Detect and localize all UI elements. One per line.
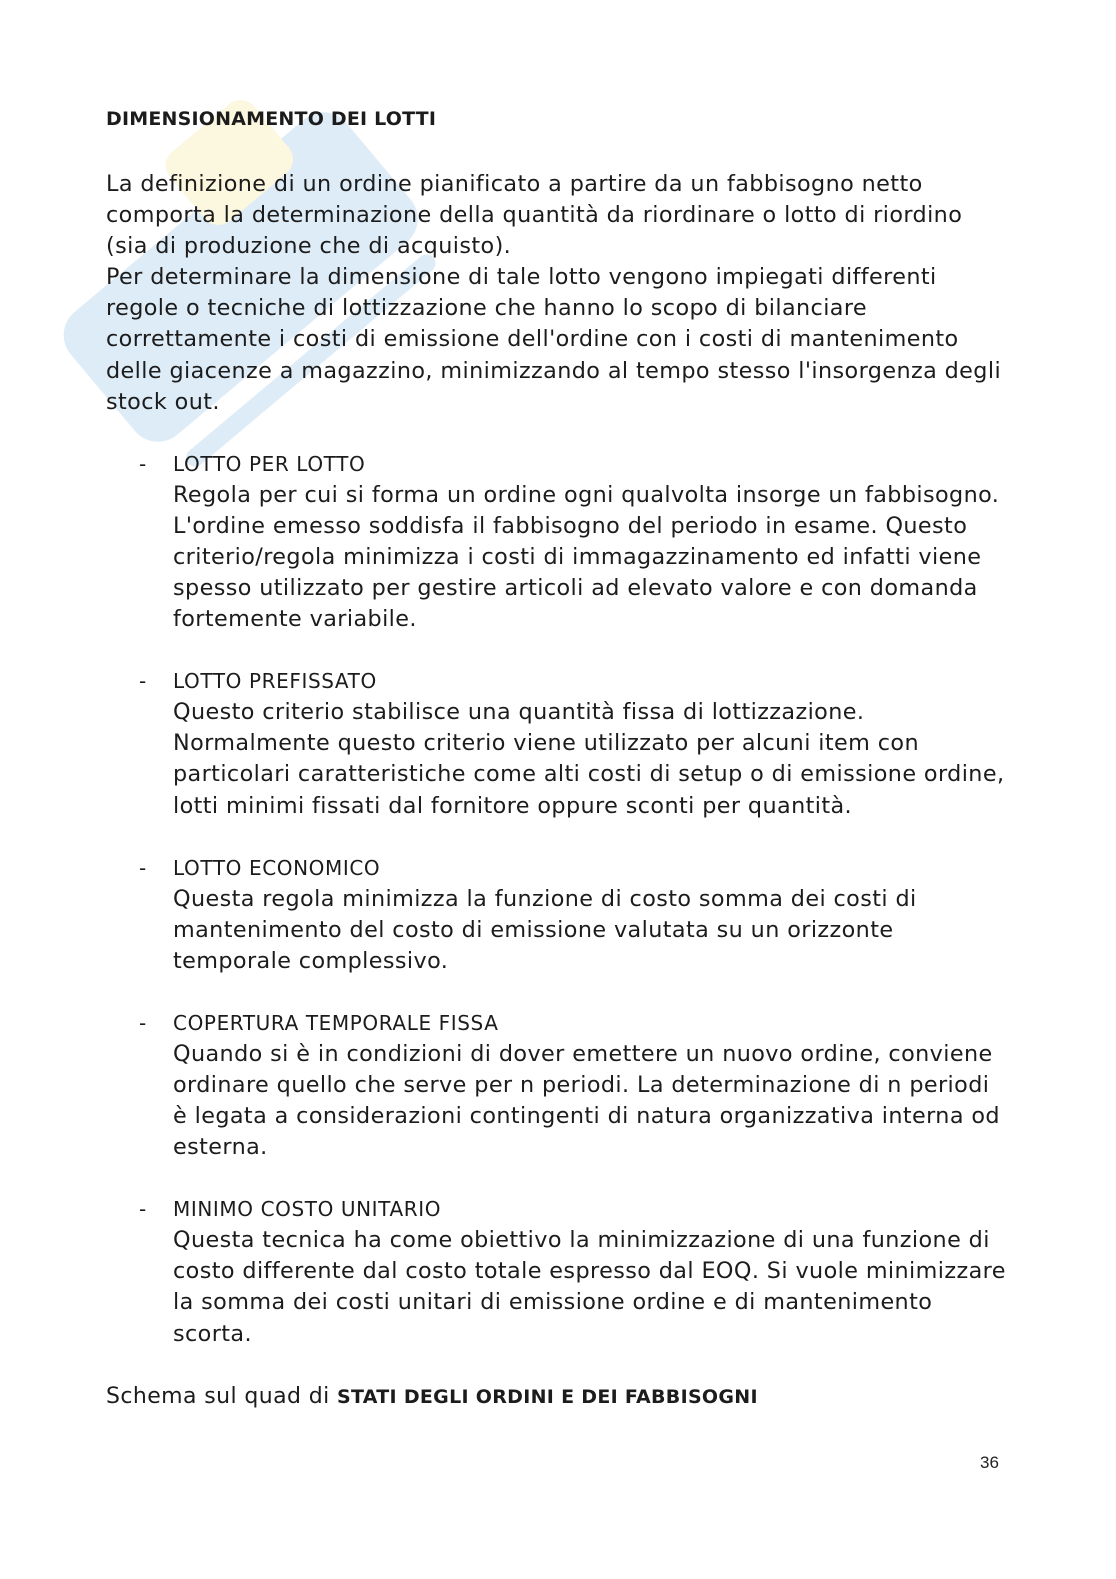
closing-prefix: Schema sul quad di <box>106 1383 337 1409</box>
list-item <box>106 1194 1006 1349</box>
rule-description: Regola per cui si forma un ordine ogni qualvolta insorge un fabbisogno. L'ordine emesso soddisfa il fabbisogno del periodo in esame. Questo criterio/regola minimizza i costi di immagazzinamento ed infatti viene spesso utilizzato per gestire articoli ad elevato valore e con domanda fortemente variabile. <box>173 481 1000 633</box>
bullet-dash: - <box>139 855 147 880</box>
rule-title: COPERTURA TEMPORALE FISSA <box>173 1010 499 1035</box>
bullet-dash: - <box>139 1197 147 1222</box>
lot-sizing-rules-list <box>106 449 1006 1350</box>
rule-description: Quando si è in condizioni di dover emettere un nuovo ordine, conviene ordinare quello che serve per n periodi. La determinazione di n periodi è legata a considerazioni contingenti di natura organizzativa interna od esterna. <box>173 1040 1000 1161</box>
rule-title: LOTTO PER LOTTO <box>173 451 366 476</box>
rule-description: Questa regola minimizza la funzione di costo somma dei costi di mantenimento del costo di emissione valutata su un orizzonte temporale complessivo. <box>173 885 917 974</box>
document-page <box>106 104 1006 1435</box>
list-item <box>106 853 1006 977</box>
rule-description: Questo criterio stabilisce una quantità fissa di lottizzazione. Normalmente questo criterio viene utilizzato per alcuni item con particolari caratteristiche come alti costi di setup o di emissione ordine, lotti minimi fissati dal fornitore oppure sconti per quantità. <box>173 699 1005 819</box>
closing-line <box>106 1381 1006 1413</box>
rule-title: LOTTO PREFISSATO <box>173 669 377 694</box>
closing-bold-title: STATI DEGLI ORDINI E DEI FABBISOGNI <box>336 1385 758 1408</box>
rule-title: MINIMO COSTO UNITARIO <box>173 1197 442 1222</box>
bullet-dash: - <box>139 669 147 694</box>
page-number: 36 <box>980 1453 999 1472</box>
intro-paragraph-2: Per determinare la dimensione di tale lotto vengono impiegati differenti regole o tecniche di lottizzazione che hanno lo scopo di bilanciare correttamente i costi di emissione dell'ordine con i costi di mantenimento delle giacenze a magazzino, minimizzando al tempo stesso l'insorgenza degli stock out. <box>106 264 1002 415</box>
intro-paragraph: La definizione di un ordine pianificato a partire da un fabbisogno netto comporta la determinazione della quantità da riordinare o lotto di riordino (sia di produzione che di acquisto). <box>106 171 963 260</box>
list-item <box>106 449 1006 635</box>
section-heading: DIMENSIONAMENTO DEI LOTTI <box>106 108 437 130</box>
rule-description: Questa tecnica ha come obiettivo la minimizzazione di una funzione di costo differente dal costo totale espresso dal EOQ. Si vuole minimizzare la somma dei costi unitari di emissione ordine e di mantenimento scorta. <box>173 1227 1006 1347</box>
list-item <box>106 666 1006 821</box>
rule-title: LOTTO ECONOMICO <box>173 855 381 880</box>
bullet-dash: - <box>139 1010 147 1035</box>
bullet-dash: - <box>139 451 147 476</box>
list-item <box>106 1008 1006 1163</box>
